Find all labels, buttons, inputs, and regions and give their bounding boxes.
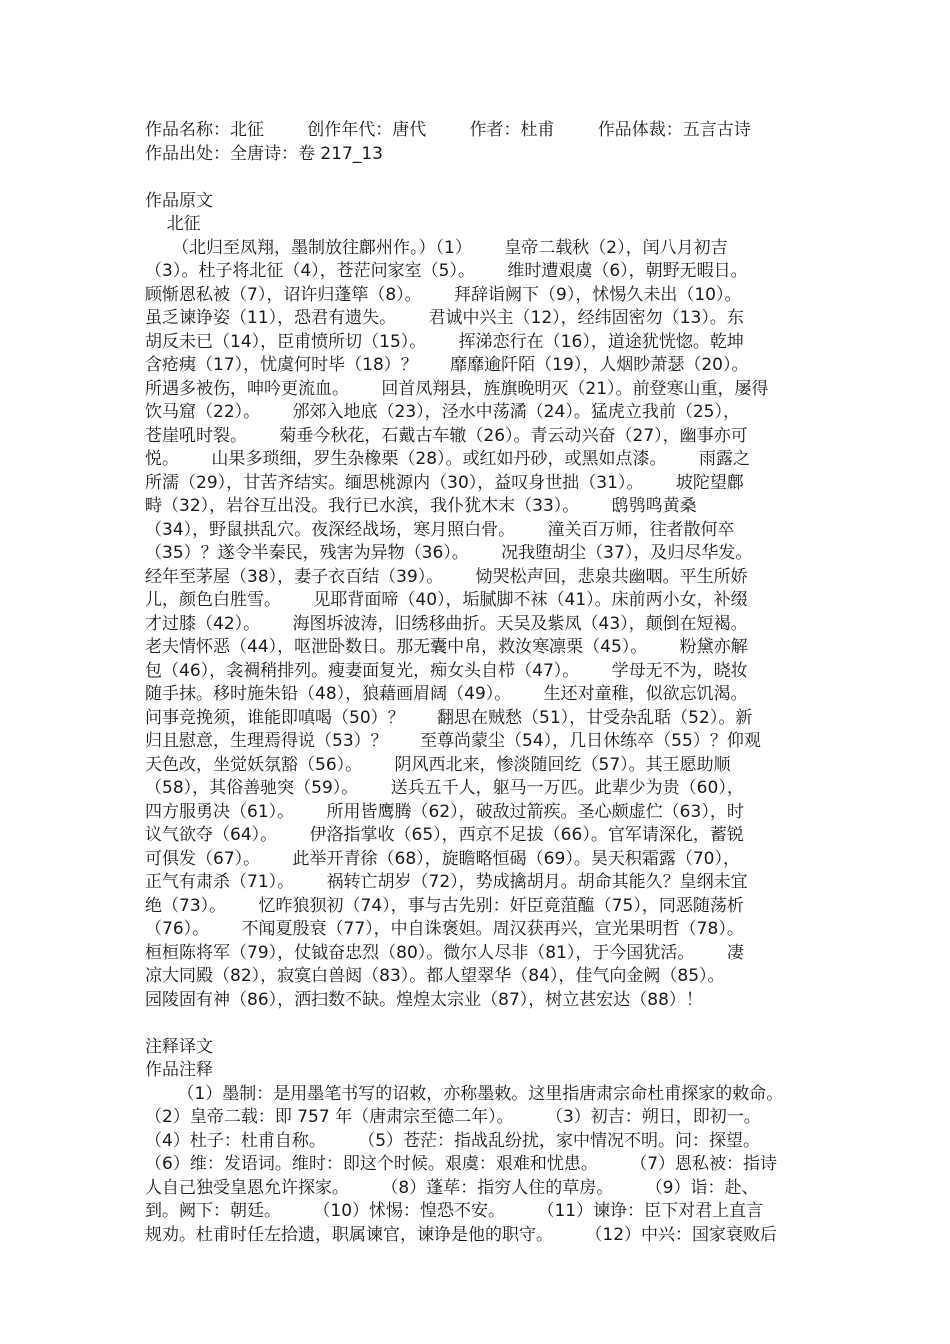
- poem-line: 胡反未已（14），臣甫愤所切（15）。 挥涕恋行在（16），道途犹恍惚。乾坤: [145, 331, 744, 352]
- poem-line: （34），野鼠拱乱穴。夜深经战场，寒月照白骨。 潼关百万师，往者散何卒: [145, 519, 735, 540]
- note-line: 到。阙下：朝廷。 （10）怵惕：惶恐不安。 （11）谏诤：臣下对君上直言: [145, 1201, 764, 1221]
- poem-text: [145, 237, 807, 1013]
- poem-line: 儿，颜色白胜雪。 见耶背面啼（40），垢腻脚不袜（41）。床前两小女，补缀: [145, 590, 748, 610]
- note-line: 人自己独受皇恩允许探家。 （8）蓬荜：指穷人住的草房。 （9）诣：赴、: [145, 1177, 759, 1198]
- poem-line: （35）？遂令半秦民，残害为异物（36）。 况我堕胡尘（37），及归尽华发。: [145, 543, 753, 563]
- poem-line: 所遇多被伤，呻吟更流血。 回首凤翔县，旌旗晚明灭（21）。前登寒山重，屡得: [145, 378, 769, 399]
- note-line: （4）杜子：杜甫自称。 （5）苍茫：指战乱纷扰，家中情况不明。问：探望。: [145, 1130, 761, 1151]
- poem-line: 凉大同殿（82），寂寞白兽闼（83）。都人望翠华（84），佳气向金阙（85）。: [145, 966, 725, 986]
- poem-line: 含疮痍（17），忧虞何时毕（18）？ 靡靡逾阡陌（19），人烟眇萧瑟（20）。: [145, 355, 749, 375]
- poem-line: 苍崖吼时裂。 菊垂今秋花，石戴古车辙（26）。青云动兴奋（27），幽事亦可: [145, 425, 748, 446]
- poem-line: 问事竞挽须，谁能即嗔喝（50）？ 翻思在贼愁（51），甘受杂乱聒（52）。新: [145, 707, 753, 728]
- poem-line: 随手抹。移时施朱铅（48），狼藉画眉阔（49）。 生还对童稚，似欲忘饥渴。: [145, 684, 748, 704]
- note-line: 规劝。杜甫时任左拾遗，职属谏官，谏诤是他的职守。 （12）中兴：国家衰败后: [145, 1224, 778, 1245]
- document-page: [145, 119, 807, 1247]
- section-heading-notes: 注释译文: [145, 1036, 213, 1057]
- meta-info: 作品名称：北征 创作年代：唐代 作者：杜甫 作品体裁：五言古诗: [145, 120, 751, 140]
- poem-line: （3）。杜子将北征（4），苍茫问家室（5）。 维时遭艰虞（6），朝野无暇日。: [145, 261, 748, 281]
- poem-line: 天色改，坐觉妖氛豁（56）。 阴风西北来，惨淡随回纥（57）。其王愿助顺: [145, 754, 731, 775]
- note-line: （6）维：发语词。维时：即这个时候。艰虞：艰难和忧患。 （7）恩私被：指诗: [145, 1154, 778, 1174]
- note-line: （1）墨制：是用墨笔书写的诏敕，亦称墨敕。这里指唐肃宗命杜甫探家的敕命。: [145, 1083, 784, 1104]
- poem-line: （58），其俗善驰突（59）。 送兵五千人，躯马一万匹。此辈少为贵（60），: [145, 778, 744, 798]
- meta-line-2: [145, 143, 807, 167]
- poem-line: 归且慰意，生理焉得说（53）？ 至尊尚蒙尘（54），几日休练卒（55）？仰观: [145, 731, 761, 751]
- note-line: （2）皇帝二载：即 757 年（唐肃宗至德二年）。 （3）初吉：朔日，即初一。: [145, 1107, 761, 1127]
- poem-line: 四方服勇决（61）。 所用皆鹰腾（62），破敌过箭疾。圣心颇虚伫（63），时: [145, 801, 744, 822]
- poem-line: 虽乏谏诤姿（11），恐君有遗失。 君诚中兴主（12），经纬固密勿（13）。东: [145, 308, 744, 328]
- section-subheading-notes: 作品注释: [145, 1060, 213, 1080]
- poem-line: 才过膝（42）。 海图坼波涛，旧绣移曲折。天吴及紫凤（43），颠倒在短褐。: [145, 613, 748, 634]
- poem-line: 包（46），衾裯稍排列。瘦妻面复光，痴女头自栉（47）。 学母无不为，晓妆: [145, 660, 748, 681]
- poem-line: 饮马窟（22）。 邠郊入地底（23），泾水中荡潏（24）。猛虎立我前（25），: [145, 402, 740, 422]
- poem-line: 经年至茅屋（38），妻子衣百结（39）。 恸哭松声回，悲泉共幽咽。平生所娇: [145, 566, 748, 587]
- poem-line: 老夫情怀恶（44），呕泄卧数日。那无囊中帛，救汝寒凛栗（45）。 粉黛亦解: [145, 637, 748, 657]
- poem-line: 正气有肃杀（71）。 祸转亡胡岁（72），势成擒胡月。胡命其能久？皇纲未宜: [145, 872, 748, 892]
- poem-line: 可俱发（67）。 此举开青徐（68），旋瞻略恒碣（69）。昊天积霜露（70），: [145, 848, 740, 869]
- poem-line: 议气欲夺（64）。 伊洛指掌收（65），西京不足拔（66）。官军请深化，蓄锐: [145, 825, 744, 845]
- spacer: [145, 1012, 807, 1036]
- poem-line: 所濡（29），甘苦齐结实。缅思桃源内（30），益叹身世拙（31）。 坡陀望鄜: [145, 472, 744, 493]
- poem-line: 顾惭恩私被（7），诏许归蓬筚（8）。 拜辞诣阙下（9），怵惕久未出（10）。: [145, 284, 742, 305]
- section-heading-original: 作品原文: [145, 190, 213, 211]
- poem-line: 桓桓陈将军（79），仗钺奋忠烈（80）。微尔人尽非（81），于今国犹活。 凄: [145, 942, 744, 963]
- spacer: [145, 166, 807, 190]
- poem-title: 北征: [145, 214, 201, 234]
- poem-line: 畤（32），岩谷互出没。我行已水滨，我仆犹木末（33）。 鸱鸮鸣黄桑: [145, 496, 697, 516]
- poem-line: 悦。 山果多琐细，罗生杂橡栗（28）。或红如丹砂，或黑如点漆。 雨露之: [145, 449, 750, 469]
- poem-line: 园陵固有神（86），洒扫数不缺。煌煌太宗业（87），树立甚宏达（88）！: [145, 989, 703, 1010]
- notes-text: [145, 1083, 807, 1248]
- poem-line: （76）。 不闻夏殷衰（77），中自诛褒妲。周汉获再兴，宣光果明哲（78）。: [145, 919, 744, 939]
- meta-source: 作品出处：全唐诗：卷 217_13: [145, 143, 383, 164]
- poem-line: （北归至凤翔，墨制放往鄜州作。）（1） 皇帝二载秋（2），闰八月初吉: [145, 237, 728, 258]
- meta-line-1: [145, 119, 807, 143]
- poem-line: 绝（73）。 忆昨狼狈初（74），事与古先别：奸臣竟菹醢（75），同恶随荡析: [145, 895, 744, 916]
